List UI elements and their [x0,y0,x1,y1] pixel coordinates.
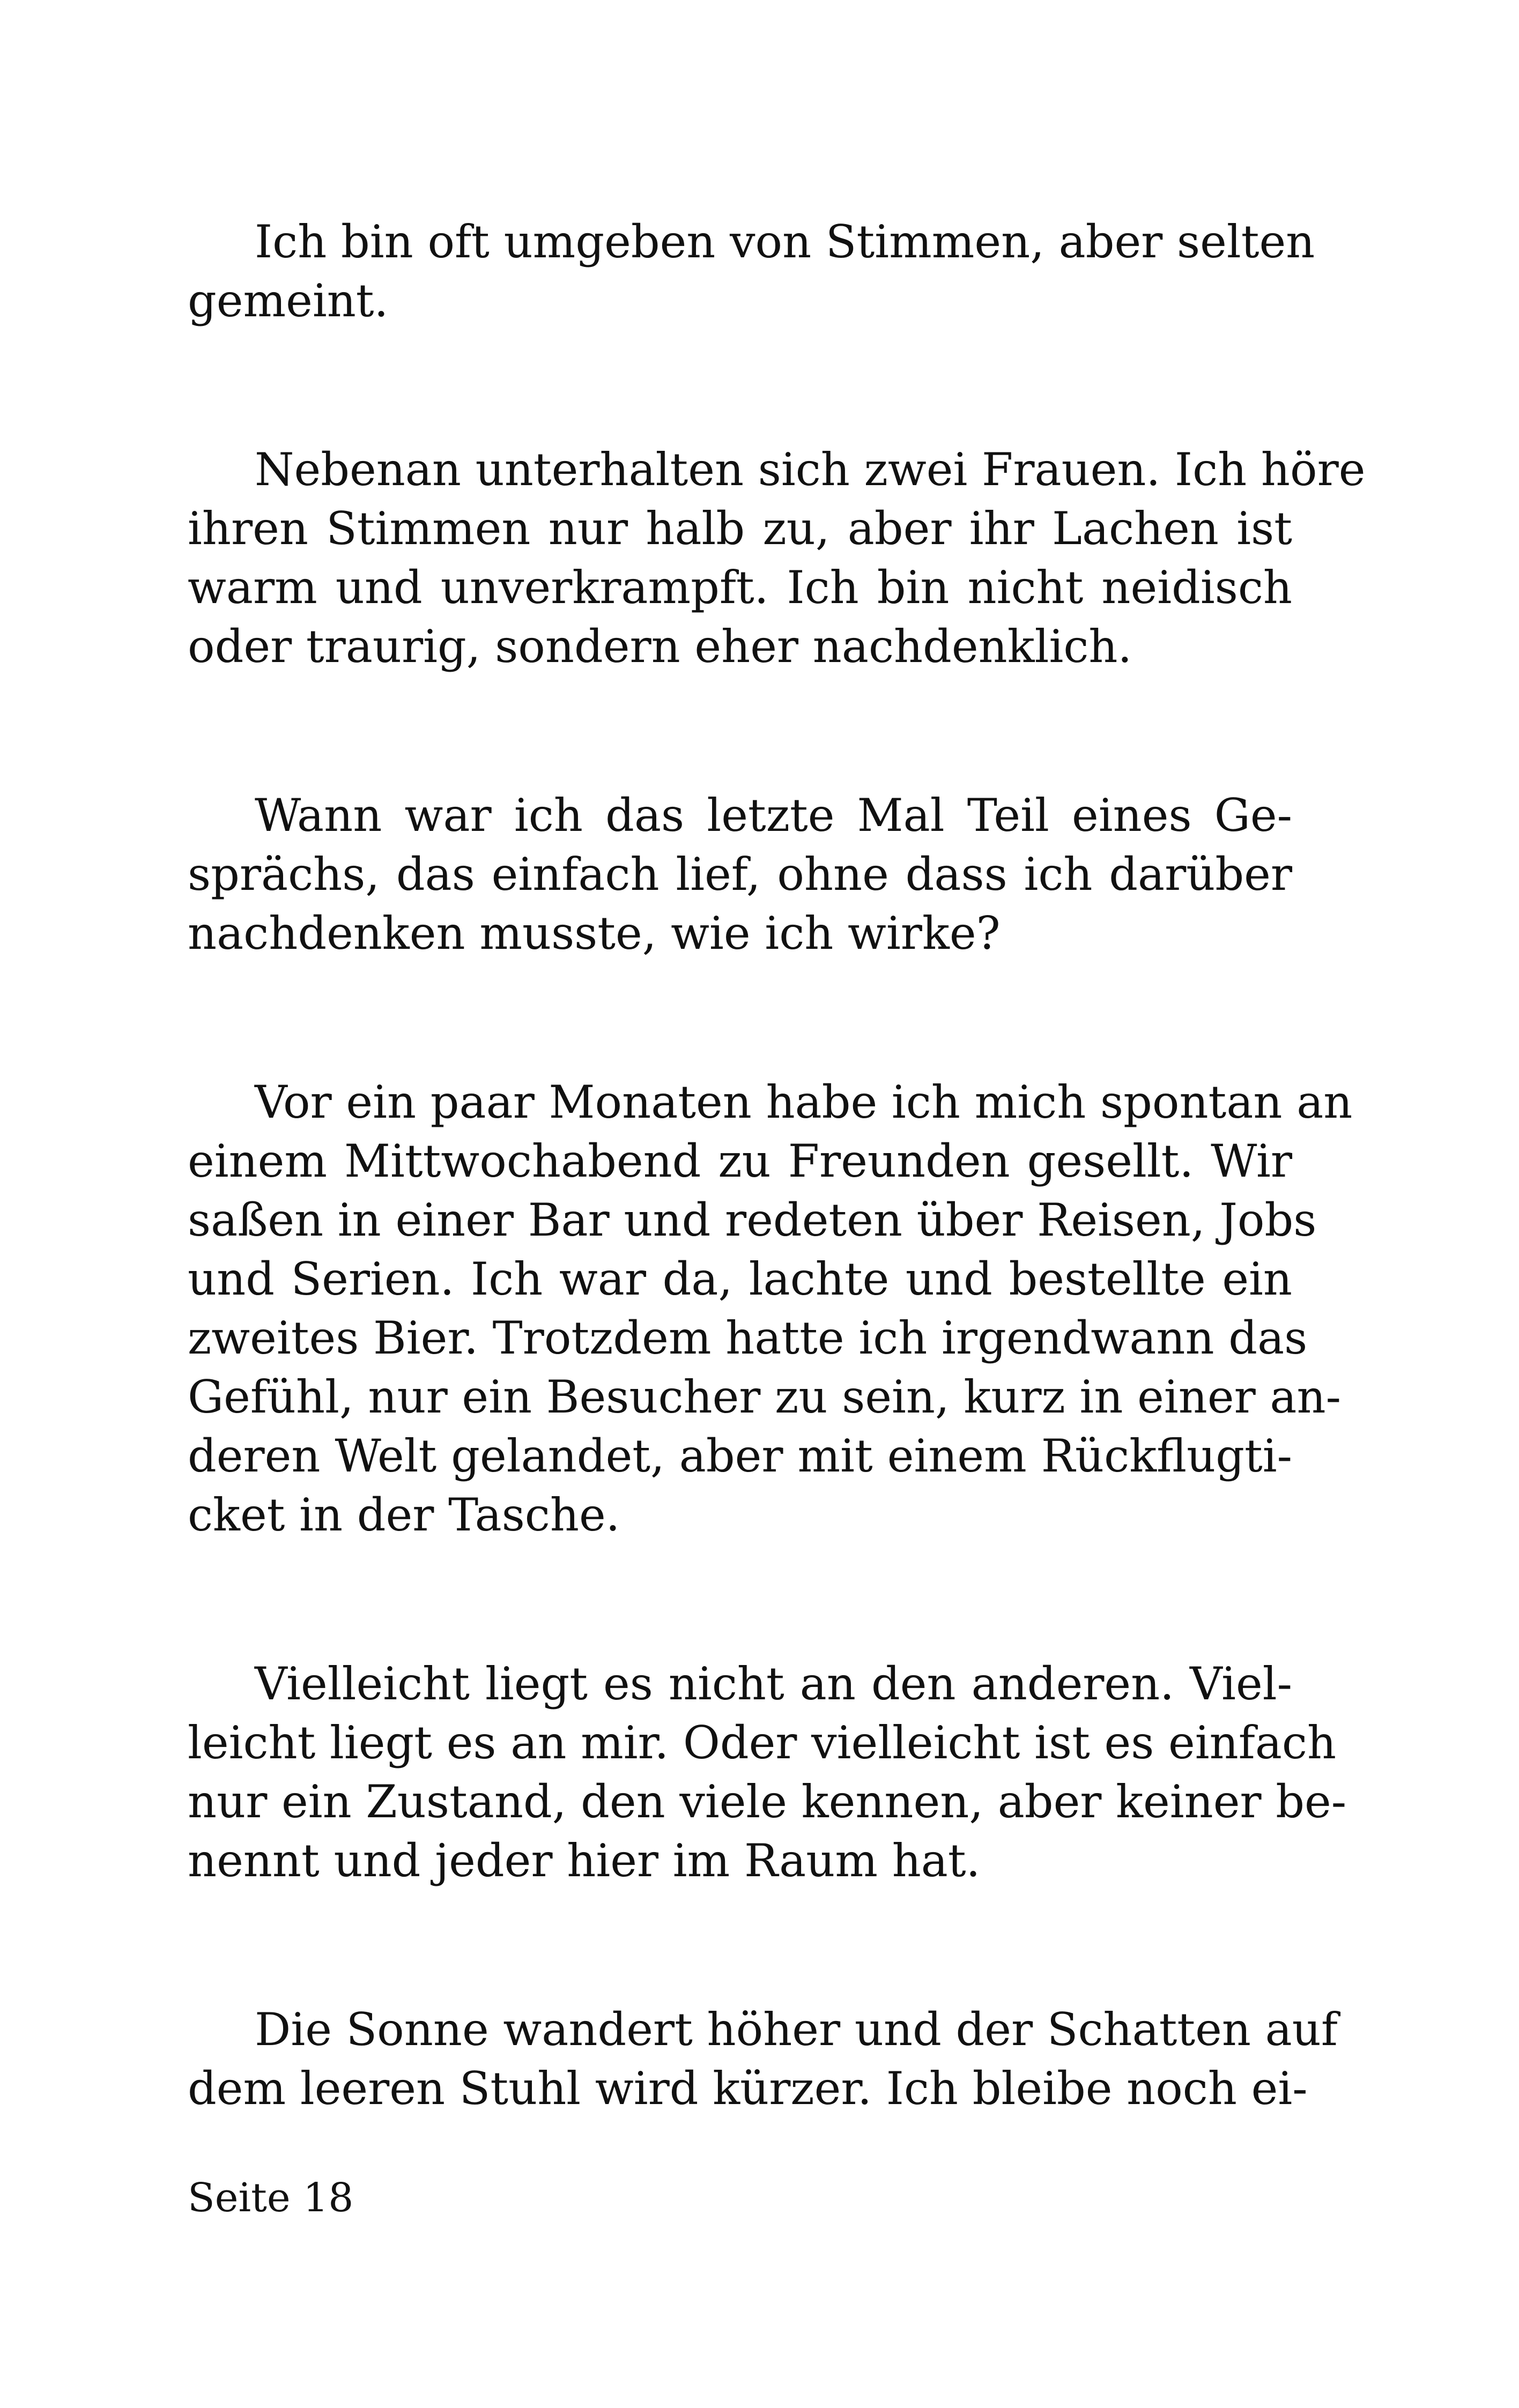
paragraph-3-line-2: sprächs, das einfach lief, ohne dass ich darüber [188,848,1292,901]
paragraph-2-line-3: warm und unverkrampft. Ich bin nicht neidisch [188,561,1292,614]
paragraph-1-line-2: gemeint. [188,274,389,327]
paragraph-3-line-3: nachdenken musste, wie ich wirke? [188,907,1001,960]
paragraph-2-line-1: Nebenan unterhalten sich zwei Frauen. Ich höre [255,443,1366,496]
paragraph-4-line-3: saßen in einer Bar und redeten über Reisen, Jobs [188,1194,1317,1246]
page-number: Seite 18 [188,2175,354,2221]
paragraph-3-line-1: Wann war ich das letzte Mal Teil eines Ge- [255,789,1292,842]
paragraph-5-line-4: nennt und jeder hier im Raum hat. [188,1834,981,1887]
paragraph-4-line-7: deren Welt gelandet, aber mit einem Rückflugti- [188,1430,1292,1482]
paragraph-4-line-2: einem Mittwochabend zu Freunden gesellt. Wir [188,1135,1292,1187]
paragraph-4-line-6: Gefühl, nur ein Besucher zu sein, kurz in einer an- [188,1371,1341,1423]
paragraph-6-line-2: dem leeren Stuhl wird kürzer. Ich bleibe noch ei- [188,2062,1308,2115]
paragraph-2-line-4: oder traurig, sondern eher nachdenklich. [188,620,1132,673]
paragraph-4-line-1: Vor ein paar Monaten habe ich mich spontan an [255,1076,1353,1128]
paragraph-5-line-2: leicht liegt es an mir. Oder vielleicht ist es einfach [188,1716,1337,1769]
paragraph-4-line-5: zweites Bier. Trotzdem hatte ich irgendwann das [188,1312,1308,1364]
paragraph-5-line-1: Vielleicht liegt es nicht an den anderen. Viel- [255,1658,1292,1710]
paragraph-2-line-2: ihren Stimmen nur halb zu, aber ihr Lachen ist [188,502,1292,555]
paragraph-6-line-1: Die Sonne wandert höher und der Schatten auf [255,2003,1338,2056]
paragraph-1-line-1: Ich bin oft umgeben von Stimmen, aber selten [255,215,1315,268]
paragraph-4-line-4: und Serien. Ich war da, lachte und bestellte ein [188,1253,1292,1305]
paragraph-4-line-8: cket in der Tasche. [188,1489,620,1541]
paragraph-5-line-3: nur ein Zustand, den viele kennen, aber keiner be- [188,1775,1347,1828]
